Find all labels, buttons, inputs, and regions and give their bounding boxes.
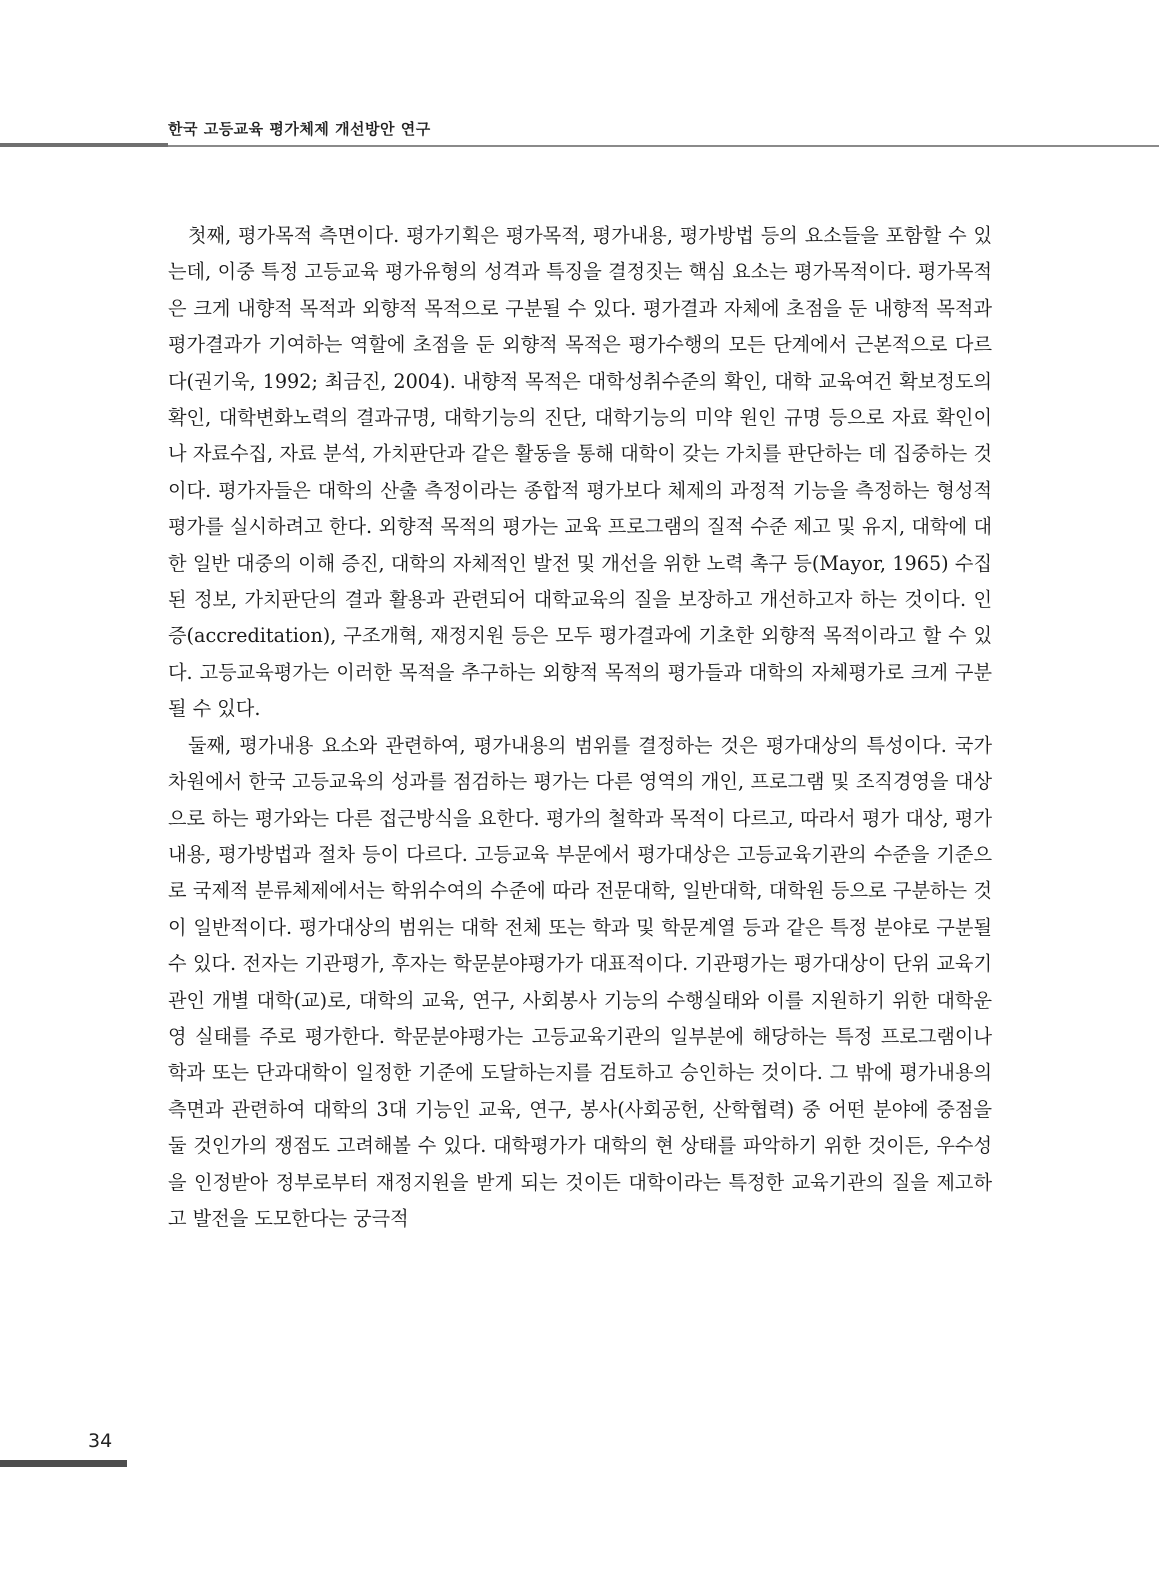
header-rule — [0, 145, 1159, 147]
running-header-title: 한국 고등교육 평가체제 개선방안 연구 — [168, 120, 431, 138]
paragraph-content: 둘째, 평가내용 요소와 관련하여, 평가내용의 범위를 결정하는 것은 평가대상의 특성이다. 국가 차원에서 한국 고등교육의 성과를 점검하는 평가는 다른 영역의 개인, 프로그램 및 조직경영을 대상으로 하는 평가와는 다른 접근방식을 요한다. 평가의 철학과 목적이 다르고, 따라서 평가 대상, 평가내용, 평가방법과 절차 등이 다르다. 고등교육 부문에서 평가대상은 고등교육기관의 수준을 기준으로 국제적 분류체제에서는 학위수여의 수준에 따라 전문대학, 일반대학, 대학원 등으로 구분하는 것이 일반적이다. 평가대상의 범위는 대학 전체 또는 학과 및 학문계열 등과 같은 특정 분야로 구분될 수 있다. 전자는 기관평가, 후자는 학문분야평가가 대표적이다. 기관평가는 평가대상이 단위 교육기관인 개별 대학(교)로, 대학의 교육, 연구, 사회봉사 기능의 수행실태와 이를 지원하기 위한 대학운영 실태를 주로 평가한다. 학문분야평가는 고등교육기관의 일부분에 해당하는 특정 프로그램이나 학과 또는 단과대학이 일정한 기준에 도달하는지를 검토하고 승인하는 것이다. 그 밖에 평가내용의 측면과 관련하여 대학의 3대 기능인 교육, 연구, 봉사(사회공헌, 산학협력) 중 어떤 분야에 중점을 둘 것인가의 쟁점도 고려해볼 수 있다. 대학평가가 대학의 현 상태를 파악하기 위한 것이든, 우수성을 인정받아 정부로부터 재정지원을 받게 되는 것이든 대학이라는 특정한 교육기관의 질을 제고하고 발전을 도모한다는 궁극적 — [168, 733, 992, 1230]
footer-rule — [0, 1460, 127, 1467]
body-text — [168, 218, 992, 1237]
header-rule-accent — [0, 143, 168, 147]
page-number: 34 — [88, 1430, 113, 1452]
paragraph-purpose: 첫째, 평가목적 측면이다. 평가기획은 평가목적, 평가내용, 평가방법 등의 요소들을 포함할 수 있는데, 이중 특정 고등교육 평가유형의 성격과 특징을 결정짓는 핵심 요소는 평가목적이다. 평가목적은 크게 내향적 목적과 외향적 목적으로 구분될 수 있다. 평가결과 자체에 초점을 둔 내향적 목적과 평가결과가 기여하는 역할에 초점을 둔 외향적 목적은 평가수행의 모든 단계에서 근본적으로 다르다(권기욱, 1992; 최금진, 2004). 내향적 목적은 대학성취수준의 확인, 대학 교육여건 확보정도의 확인, 대학변화노력의 결과규명, 대학기능의 진단, 대학기능의 미약 원인 규명 등으로 자료 확인이나 자료수집, 자료 분석, 가치판단과 같은 활동을 통해 대학이 갖는 가치를 판단하는 데 집중하는 것이다. 평가자들은 대학의 산출 측정이라는 종합적 평가보다 체제의 과정적 기능을 측정하는 형성적 평가를 실시하려고 한다. 외향적 목적의 평가는 교육 프로그램의 질적 수준 제고 및 유지, 대학에 대한 일반 대중의 이해 증진, 대학의 자체적인 발전 및 개선을 위한 노력 촉구 등(Mayor, 1965) 수집된 정보, 가치판단의 결과 활용과 관련되어 대학교육의 질을 보장하고 개선하고자 하는 것이다. 인증(accreditation), 구조개혁, 재정지원 등은 모두 평가결과에 기초한 외향적 목적이라고 할 수 있다. 고등교육평가는 이러한 목적을 추구하는 외향적 목적의 평가들과 대학의 자체평가로 크게 구분될 수 있다. — [168, 224, 992, 721]
